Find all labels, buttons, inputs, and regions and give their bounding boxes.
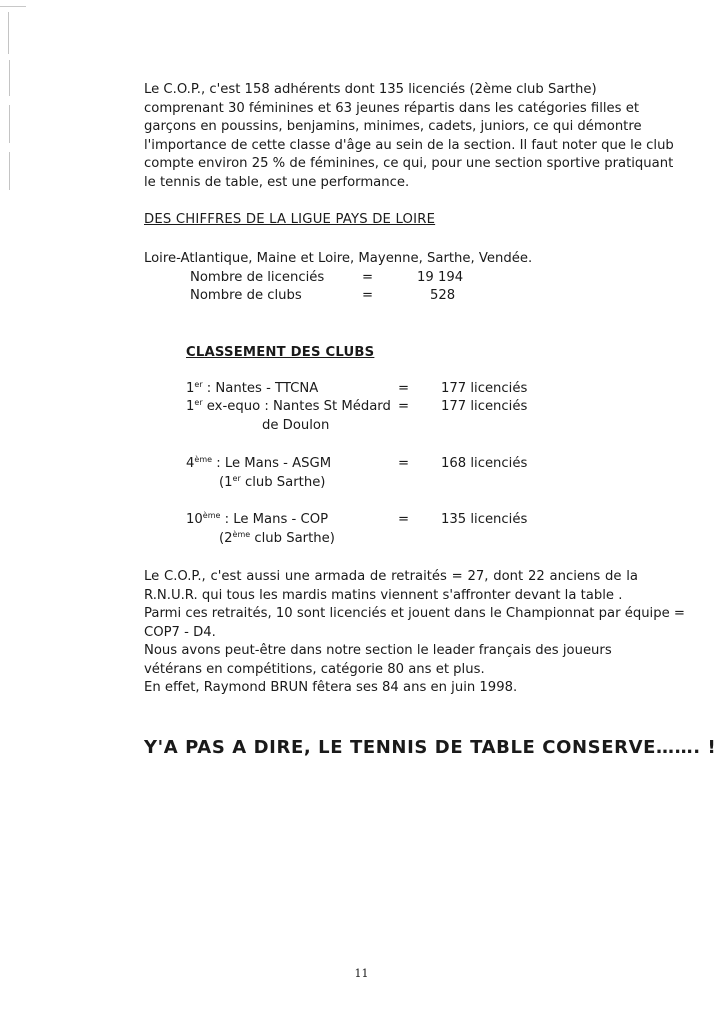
equals-sign: = — [362, 270, 374, 285]
retraites-paragraph — [144, 568, 685, 698]
equals-sign: = — [362, 288, 374, 303]
club-note: (2ème club Sarthe) — [219, 530, 335, 546]
club-note: (1er club Sarthe) — [219, 474, 326, 490]
club-entry — [186, 399, 586, 414]
slogan: Y'A PAS A DIRE, LE TENNIS DE TABLE CONSERVE……. ! — [144, 737, 717, 758]
text-line: comprenant 30 féminines et 63 jeunes répartis dans les catégories filles et — [144, 100, 639, 116]
stat-row — [190, 288, 490, 303]
club-entry — [186, 512, 586, 527]
text-line: l'importance de cette classe d'âge au sein de la section. Il faut noter que le club — [144, 137, 674, 153]
page-number: 11 — [354, 967, 369, 980]
stat-label: Nombre de licenciés — [190, 270, 325, 285]
classement-heading: CLASSEMENT DES CLUBS — [186, 345, 375, 360]
equals-sign: = — [398, 456, 410, 471]
equals-sign: = — [398, 512, 410, 527]
text-line: En effet, Raymond BRUN fêtera ses 84 ans en juin 1998. — [144, 680, 518, 695]
scan-artifact — [8, 12, 9, 54]
text-line: garçons en poussins, benjamins, minimes, cadets, juniors, ce qui démontre — [144, 119, 642, 134]
club-name: : Le Mans - COP — [220, 512, 329, 527]
rank: 1er — [186, 380, 203, 396]
club-name: : Nantes - TTCNA — [202, 381, 319, 396]
scan-artifact — [9, 60, 10, 96]
departments-line: Loire-Atlantique, Maine et Loire, Mayenne, Sarthe, Vendée. — [144, 251, 533, 266]
club-name-continued: de Doulon — [262, 418, 330, 433]
licencies-value: 168 licenciés — [441, 456, 528, 471]
scan-artifact — [9, 152, 10, 190]
rank: 10ème — [186, 511, 221, 527]
licencies-value: 177 licenciés — [441, 381, 528, 396]
scan-artifact — [0, 6, 26, 7]
stat-label: Nombre de clubs — [190, 288, 302, 303]
text-line: le tennis de table, est une performance. — [144, 174, 410, 190]
club-entry — [186, 456, 586, 471]
text-line: Parmi ces retraités, 10 sont licenciés et jouent dans le Championnat par équipe = — [144, 606, 685, 621]
rank: 1er — [186, 398, 203, 414]
stat-row — [190, 270, 490, 285]
equals-sign: = — [398, 399, 410, 414]
stat-value: 19 194 — [417, 270, 464, 285]
ligue-heading: DES CHIFFRES DE LA LIGUE PAYS DE LOIRE — [144, 212, 436, 227]
club-entry — [186, 381, 586, 396]
club-name: ex-equo : Nantes St Médard — [202, 399, 391, 414]
scan-artifact — [9, 105, 10, 143]
text-line: vétérans en compétitions, catégorie 80 ans et plus. — [144, 661, 485, 677]
stat-value: 528 — [430, 288, 456, 303]
text-line: Nous avons peut-être dans notre section le leader français des joueurs — [144, 643, 612, 658]
intro-paragraph — [144, 81, 674, 192]
text-line: Le C.O.P., c'est aussi une armada de retraités = 27, dont 22 anciens de la — [144, 569, 638, 584]
text-line: R.N.U.R. qui tous les mardis matins viennent s'affronter devant la table . — [144, 587, 623, 603]
text-line: Le C.O.P., c'est 158 adhérents dont 135 licenciés (2ème club Sarthe) — [144, 82, 597, 97]
club-name: : Le Mans - ASGM — [212, 456, 332, 471]
licencies-value: 135 licenciés — [441, 512, 528, 527]
text-line: COP7 - D4. — [144, 624, 216, 640]
equals-sign: = — [398, 381, 410, 396]
text-line: compte environ 25 % de féminines, ce qui, pour une section sportive pratiquant — [144, 156, 674, 171]
rank: 4ème — [186, 455, 213, 471]
licencies-value: 177 licenciés — [441, 399, 528, 414]
